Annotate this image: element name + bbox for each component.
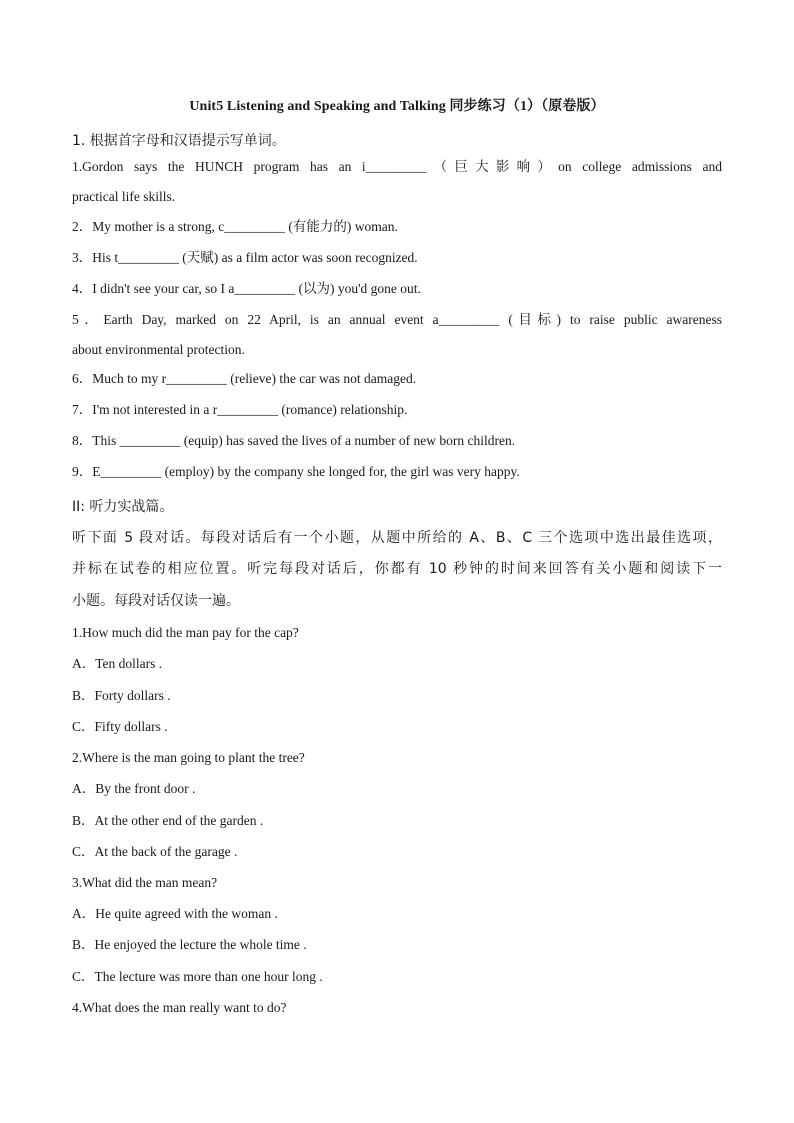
section2-heading: II: 听力实战篇。 [72,499,174,515]
q3-option-a: A．He quite agreed with the woman . [72,906,278,921]
instructions-line-2: 并标在试卷的相应位置。听完每段对话后，你都有 10 秒钟的时间来回答有关小题和阅读下一 [72,561,722,577]
q2-option-c: C．At the back of the garage . [72,844,238,859]
question-1: 1.How much did the man pay for the cap? [72,625,299,640]
fill-item-3: 3．His t_________ (天赋) as a film actor was soon recognized. [72,250,418,265]
fill-item-7: 7．I'm not interested in a r_________ (romance) relationship. [72,402,408,417]
q1-option-a: A．Ten dollars . [72,656,163,671]
fill-item-8: 8．This _________ (equip) has saved the lives of a number of new born children. [72,433,516,448]
fill-item-5-cont: about environmental protection. [72,342,245,357]
fill-item-6: 6．Much to my r_________ (relieve) the car was not damaged. [72,371,417,386]
question-2: 2.Where is the man going to plant the tree? [72,750,305,765]
fill-item-1: 1.Gordon says the HUNCH program has an i_________（巨大影响）on college admissions and [72,159,722,174]
q3-option-c: C．The lecture was more than one hour long . [72,969,323,984]
q2-option-b: B．At the other end of the garden . [72,813,264,828]
fill-item-4: 4．I didn't see your car, so I a_________ (以为) you'd gone out. [72,281,421,296]
section1-heading: 1. 根据首字母和汉语提示写单词。 [72,133,286,149]
document-title: Unit5 Listening and Speaking and Talking 同步练习（1）（原卷版） [189,99,605,114]
question-4: 4.What does the man really want to do? [72,1000,287,1015]
instructions-line-1: 听下面 5 段对话。每段对话后有一个小题，从题中所给的 A、B、C 三个选项中选出最佳选项， [72,530,722,546]
instructions-line-3: 小题。每段对话仅读一遍。 [72,593,240,609]
q3-option-b: B．He enjoyed the lecture the whole time . [72,937,307,952]
q2-option-a: A．By the front door . [72,781,196,796]
fill-item-9: 9．E_________ (employ) by the company she longed for, the girl was very happy. [72,464,520,479]
question-3: 3.What did the man mean? [72,875,218,890]
fill-item-2: 2．My mother is a strong, c_________ (有能力的) woman. [72,219,398,234]
q1-option-c: C．Fifty dollars . [72,719,168,734]
q1-option-b: B．Forty dollars . [72,688,171,703]
fill-item-1-cont: practical life skills. [72,189,176,204]
fill-item-5: 5．Earth Day, marked on 22 April, is an annual event a_________ (目标) to raise public awareness [72,312,722,327]
